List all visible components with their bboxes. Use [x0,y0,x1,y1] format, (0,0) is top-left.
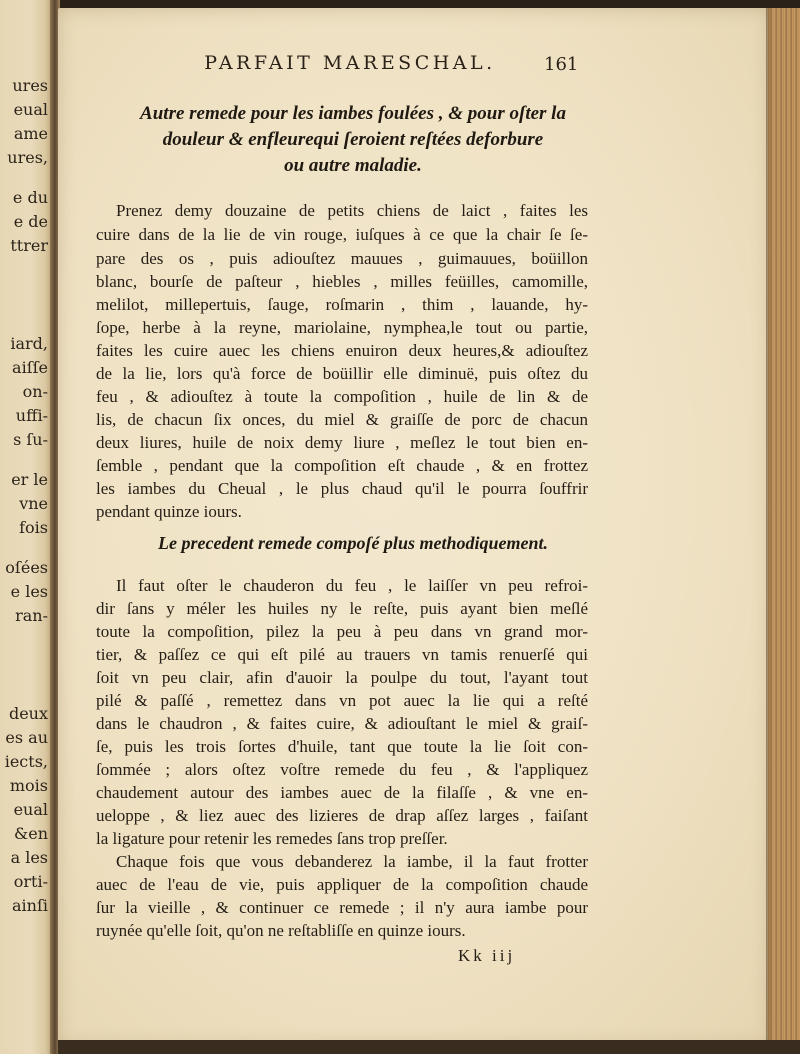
previous-page-line: ures [12,76,48,95]
body-line: Il faut oſter le chauderon du feu , le laiſſer vn peu refroi- [116,576,588,595]
section-heading-line: Autre remede pour les iambes foulées , & pour oſter la [140,103,566,124]
previous-page-line: uffi- [15,406,48,425]
body-line: ſe, puis les trois ſortes d'huile, tant que toute la lie ſoit con- [96,737,588,756]
body-line: blanc, bourſe de paſteur , hiebles , milles feüilles, camomille, [96,272,588,291]
bottom-shadow [58,1040,800,1054]
body-line: de la lie, lors qu'à force de boüillir elle diminuë, puis oſtez du [96,364,588,383]
page-number: 161 [544,54,579,75]
body-line: feu , & adiouſtez à toute la compoſition , huile de lin & de [96,387,588,406]
body-line: dans le chaudron , & faites cuire, & adiouſtant le miel & graiſ- [96,714,588,733]
body-line: toute la compoſition, pilez la peu à peu dans vn grand mor- [96,622,588,641]
previous-page-line: on- [22,382,48,401]
body-line: ruynée qu'elle ſoit, qu'on ne reſtabliſſe en quinze iours. [96,921,466,940]
previous-page-line: es au [5,728,48,747]
body-line: Prenez demy douzaine de petits chiens de laict , faites les [116,201,588,220]
section-heading: Le precedent remede compoſé plus methodiquement. [158,533,548,553]
previous-page-line: er le [11,470,48,489]
previous-page-line: iard, [10,334,48,353]
page-edge-shadow [766,8,772,1048]
body-line: ſur la vieille , & continuer ce remede ; il n'y aura iambe pour [96,898,588,917]
body-line: lis, de chacun ſix onces, du miel & graiſſe de porc de chacun [96,410,588,429]
body-line: melilot, millepertuis, ſauge, roſmarin , thim , lauande, hy- [96,295,588,314]
page-edges [768,8,800,1048]
body-line: auec de l'eau de vie, puis appliquer de la compoſition chaude [96,875,588,894]
previous-page-line: e de [13,212,48,231]
body-line: ſoit vn peu clair, afin d'auoir la poulpe du tout, l'ayant tout [96,668,588,687]
body-line: tier, & paſſez ce qui eſt pilé au trauers vn tamis renuerſé qui [96,645,588,664]
body-line: dir ſans y méler les huiles ny le reſte, puis ayant bien meſlé [96,599,588,618]
body-line: la ligature pour retenir les remedes ſans trop preſſer. [96,829,448,848]
body-line: ſemble , pendant que la compoſition eſt chaude , & en frottez [96,456,588,475]
previous-page-line: fois [19,518,48,537]
previous-page-line: &en [13,824,48,843]
previous-page-line: ures, [7,148,48,167]
previous-page-edge [0,0,52,1054]
previous-page-line: ttrer [10,236,48,255]
body-line: pare des os , puis adiouſtez mauues , guimauues, boüillon [96,249,588,268]
body-line: chaudement autour des iambes auec de la filaſſe , & vne en- [96,783,588,802]
section-heading-line: ou autre maladie. [284,155,422,176]
previous-page-line: eual [13,800,48,819]
body-line: pendant quinze iours. [96,502,242,521]
previous-page-line: s ſu- [13,430,48,449]
body-line: les iambes du Cheual , le plus chaud qu'il le pourra ſouffrir [96,479,588,498]
previous-page-line: ainſi [12,896,48,915]
body-line: ueloppe , & liez auec des lizieres de drap aſſez larges , faiſant [96,806,588,825]
body-line: pilé & paſſé , remettez dans vn pot auec la lie qui a reſté [96,691,588,710]
body-line: ſope, herbe à la reyne, mariolaine, nymphea,le tout ou partie, [96,318,588,337]
previous-page-line: a les [10,848,48,867]
previous-page-line: eual [13,100,48,119]
previous-page-line: e les [10,582,48,601]
previous-page-line: ran- [15,606,48,625]
previous-page-line: ame [13,124,48,143]
previous-page-line: aiſſe [12,358,48,377]
section-heading-line: douleur & enfleurequi ſeroient reſtées deforbure [162,129,544,150]
previous-page-line: mois [9,776,48,795]
body-line: ſommée ; alors oſtez voſtre remede du feu , & l'appliquez [96,760,588,779]
previous-page-line: iects, [4,752,48,771]
previous-page-line: e du [12,188,48,207]
body-line: faites les cuire auec les chiens enuiron deux heures,& adiouſtez [96,341,588,360]
signature-mark: Kk iij [458,946,516,965]
body-line: deux liures, huile de noix demy liure , meſlez le tout bien en- [96,433,588,452]
previous-page-line: orti- [13,872,48,891]
body-line: Chaque fois que vous debanderez la iambe, il la faut frotter [116,852,588,871]
previous-page-line: deux [8,704,48,723]
running-title: PARFAIT MARESCHAL. [204,52,496,74]
previous-page-line: vne [19,494,48,513]
body-line: cuire dans de la lie de vin rouge, iuſques à ce que la chair ſe ſe- [96,225,588,244]
previous-page-line: oſées [5,558,48,577]
